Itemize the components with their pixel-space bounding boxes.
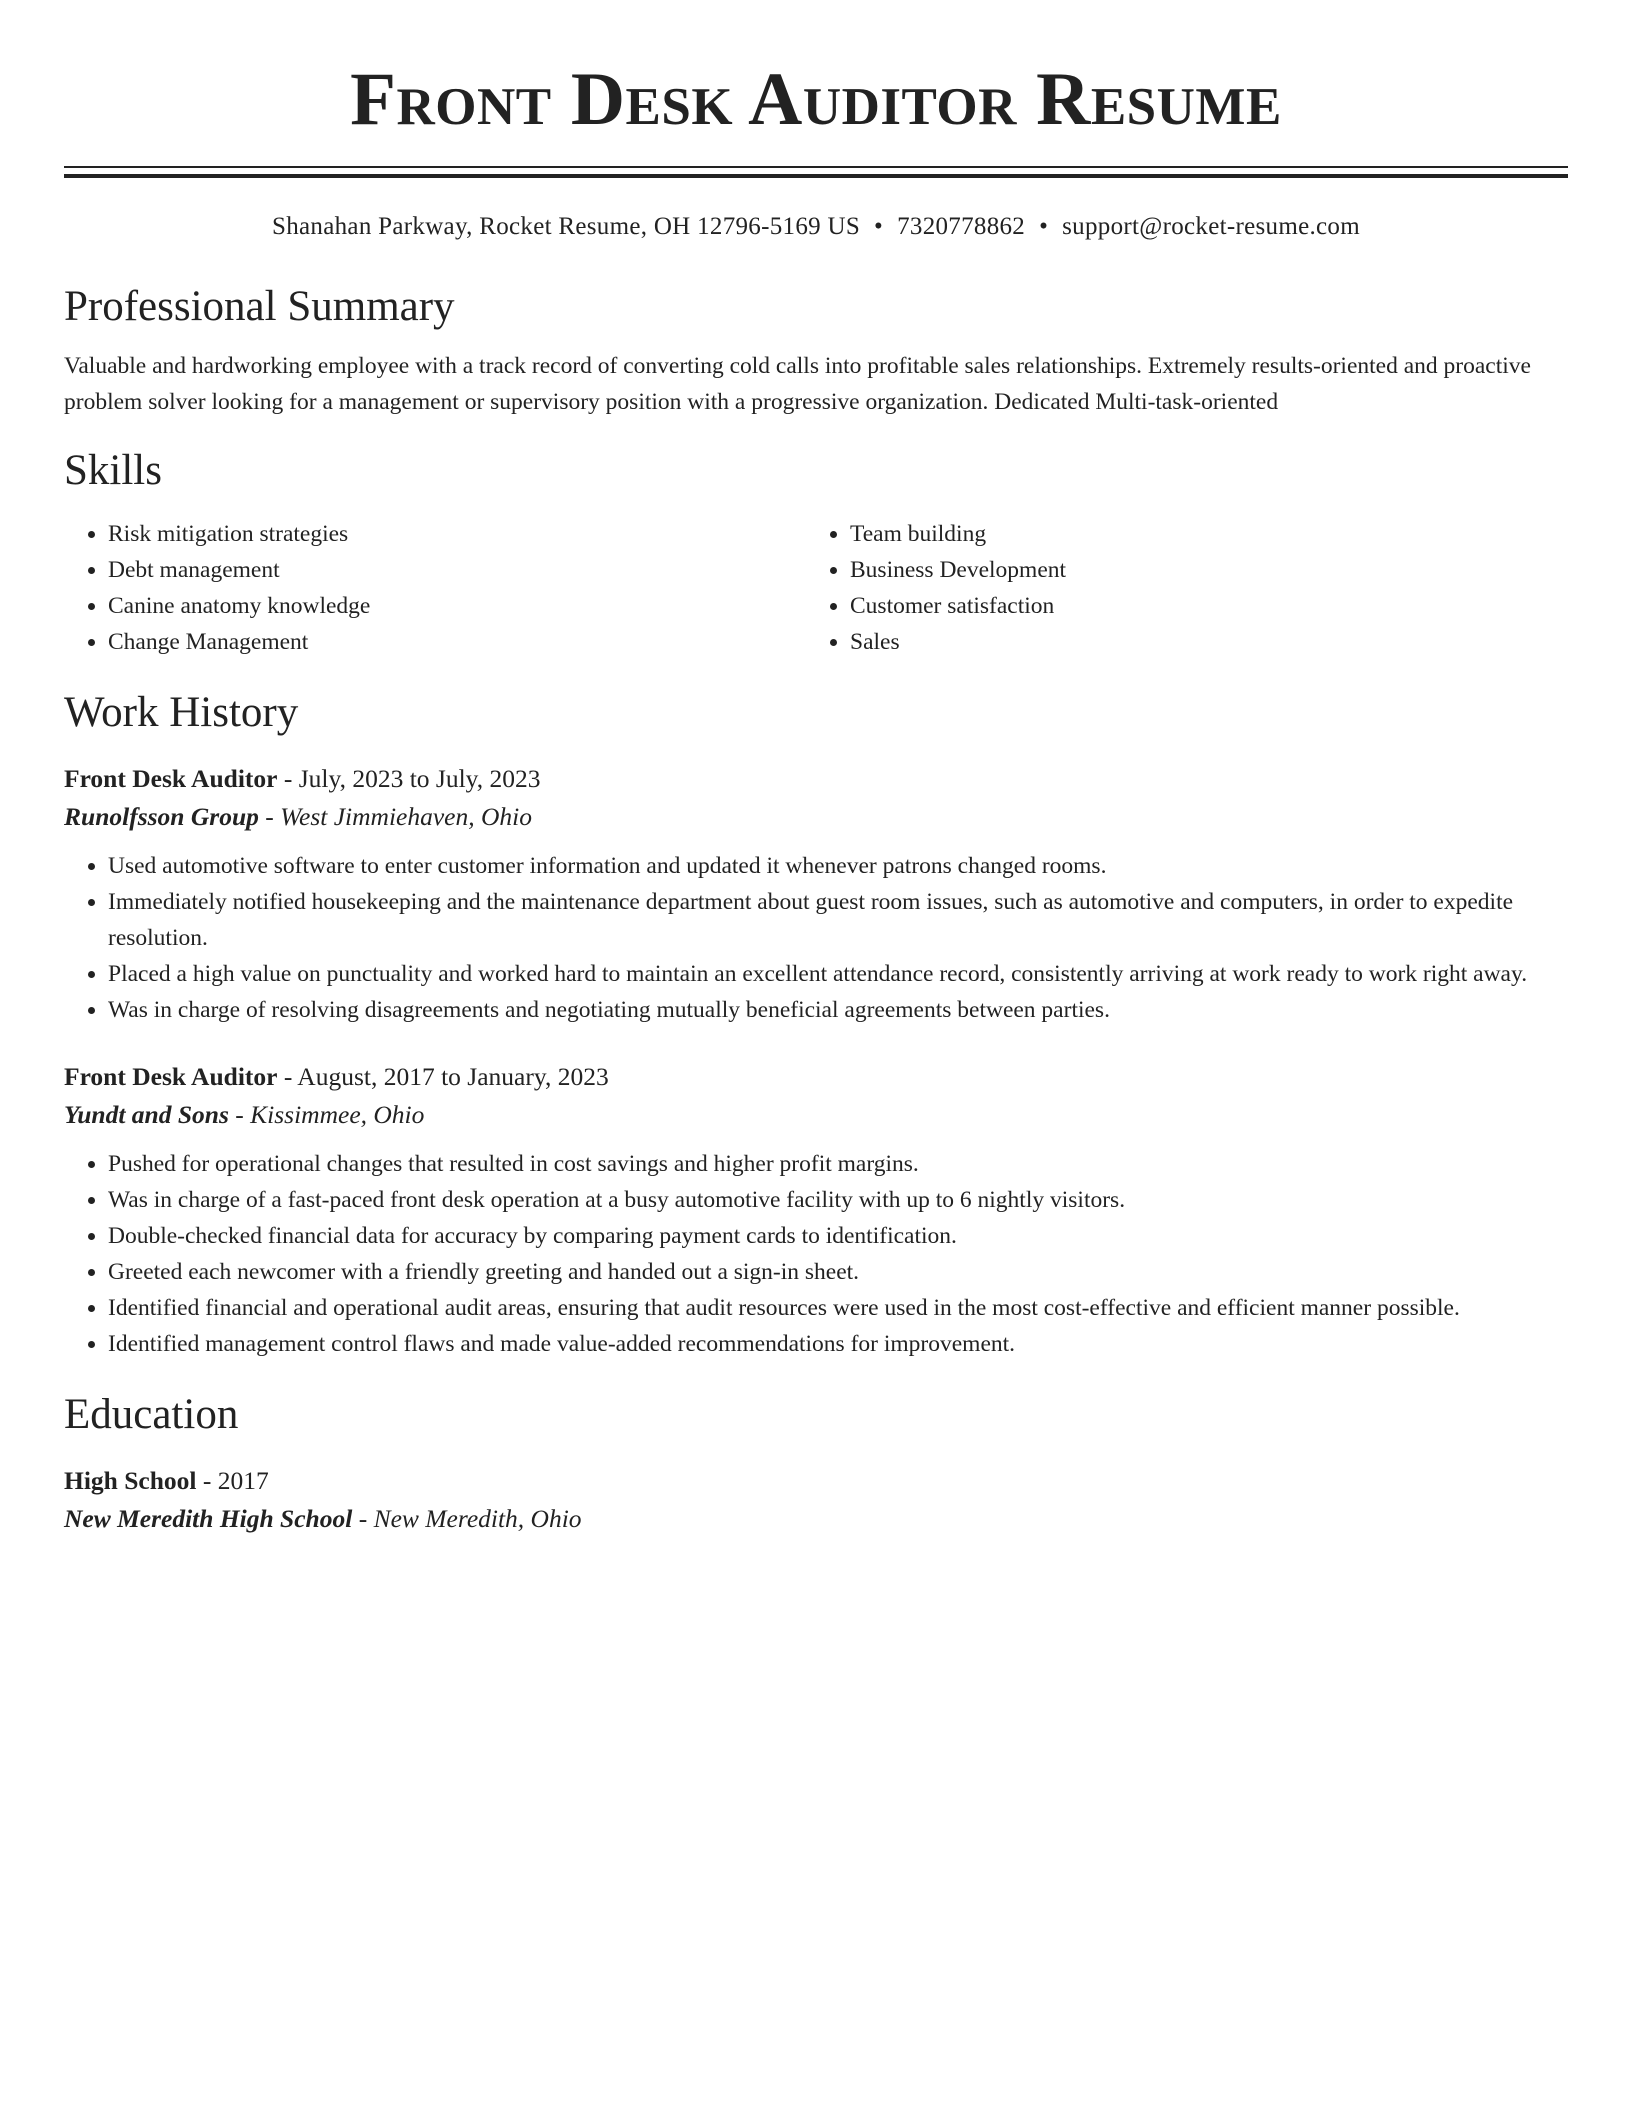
skills-columns <box>64 516 1568 660</box>
skill-item: • Risk mitigation strategies <box>108 516 806 552</box>
job-location: - West Jimmiehaven, Ohio <box>258 802 532 831</box>
job-bullet: • Identified financial and operational audit areas, ensuring that audit resources were used in the most cost-effective and efficient manner possible. <box>108 1290 1568 1326</box>
job-company-line <box>64 1096 1568 1134</box>
contact-email: support@rocket-resume.com <box>1062 213 1360 240</box>
bullet-separator: • <box>874 213 884 240</box>
job-bullets <box>64 1146 1568 1362</box>
bullet-separator: • <box>1039 213 1049 240</box>
skills-list-left <box>64 516 806 660</box>
skills-heading: Skills <box>64 447 162 494</box>
education-school: New Meredith High School <box>64 1504 353 1533</box>
title-divider <box>64 166 1568 178</box>
job-dates: - August, 2017 to January, 2023 <box>277 1062 609 1091</box>
job-bullet: • Placed a high value on punctuality and worked hard to maintain an excellent attendance record, consistently arriving at work ready to work right away. <box>108 956 1568 992</box>
skill-item: • Sales <box>850 624 1066 660</box>
skill-item: • Business Development <box>850 552 1066 588</box>
work-history-heading: Work History <box>64 689 299 736</box>
education-school-line <box>64 1500 1568 1538</box>
job-bullets <box>64 848 1568 1028</box>
job-title-line <box>64 1058 1568 1096</box>
skill-item: • Customer satisfaction <box>850 588 1066 624</box>
job-bullet: • Immediately notified housekeeping and the maintenance department about guest room issues, such as automotive and computers, in order to expedite resolution. <box>108 884 1568 956</box>
skill-item: • Team building <box>850 516 1066 552</box>
job-title-line <box>64 760 1568 798</box>
job-dates: - July, 2023 to July, 2023 <box>277 764 541 793</box>
skill-item: • Canine anatomy knowledge <box>108 588 806 624</box>
summary-text: Valuable and hardworking employee with a track record of converting cold calls into profitable sales relationships. Extremely results-oriented and proactive problem solver looking for a management or supervisory position with a progressive organization. Dedicated Multi-task-oriented <box>64 353 1531 415</box>
job-entry <box>64 1058 1568 1362</box>
contact-address: Shanahan Parkway, Rocket Resume, OH 12796-5169 US <box>272 213 861 240</box>
job-bullet: • Was in charge of resolving disagreements and negotiating mutually beneficial agreements between parties. <box>108 992 1568 1028</box>
job-bullet: • Identified management control flaws and made value-added recommendations for improvement. <box>108 1326 1568 1362</box>
summary-section <box>64 282 1568 420</box>
job-bullet: • Pushed for operational changes that resulted in cost savings and higher profit margins. <box>108 1146 1568 1182</box>
work-history-section <box>64 688 1568 1362</box>
skill-item: • Debt management <box>108 552 806 588</box>
job-location: - Kissimmee, Ohio <box>228 1100 425 1129</box>
job-bullet: • Was in charge of a fast-paced front desk operation at a busy automotive facility with up to 6 nightly visitors. <box>108 1182 1568 1218</box>
job-title: Front Desk Auditor <box>64 764 278 793</box>
education-degree-line <box>64 1462 1568 1500</box>
summary-heading: Professional Summary <box>64 283 455 330</box>
skill-item: • Change Management <box>108 624 806 660</box>
education-degree: High School <box>64 1466 197 1495</box>
job-bullet: • Used automotive software to enter customer information and updated it whenever patrons changed rooms. <box>108 848 1568 884</box>
contact-phone: 7320778862 <box>897 213 1026 240</box>
job-bullet: • Double-checked financial data for accuracy by comparing payment cards to identification. <box>108 1218 1568 1254</box>
job-bullet: • Greeted each newcomer with a friendly greeting and handed out a sign-in sheet. <box>108 1254 1568 1290</box>
education-section <box>64 1390 1568 1538</box>
education-year: - 2017 <box>196 1466 269 1495</box>
contact-line <box>64 210 1568 244</box>
job-company: Runolfsson Group <box>64 802 259 831</box>
job-title: Front Desk Auditor <box>64 1062 278 1091</box>
skills-list-right <box>806 516 1066 660</box>
resume-title: Front Desk Auditor Resume <box>350 58 1282 141</box>
divider-thick-line <box>64 174 1568 178</box>
divider-thin-line <box>64 166 1568 168</box>
education-heading: Education <box>64 1391 239 1438</box>
education-location: - New Meredith, Ohio <box>352 1504 582 1533</box>
job-company-line <box>64 798 1568 836</box>
job-company: Yundt and Sons <box>64 1100 229 1129</box>
skills-section <box>64 446 1568 660</box>
job-entry <box>64 760 1568 1028</box>
